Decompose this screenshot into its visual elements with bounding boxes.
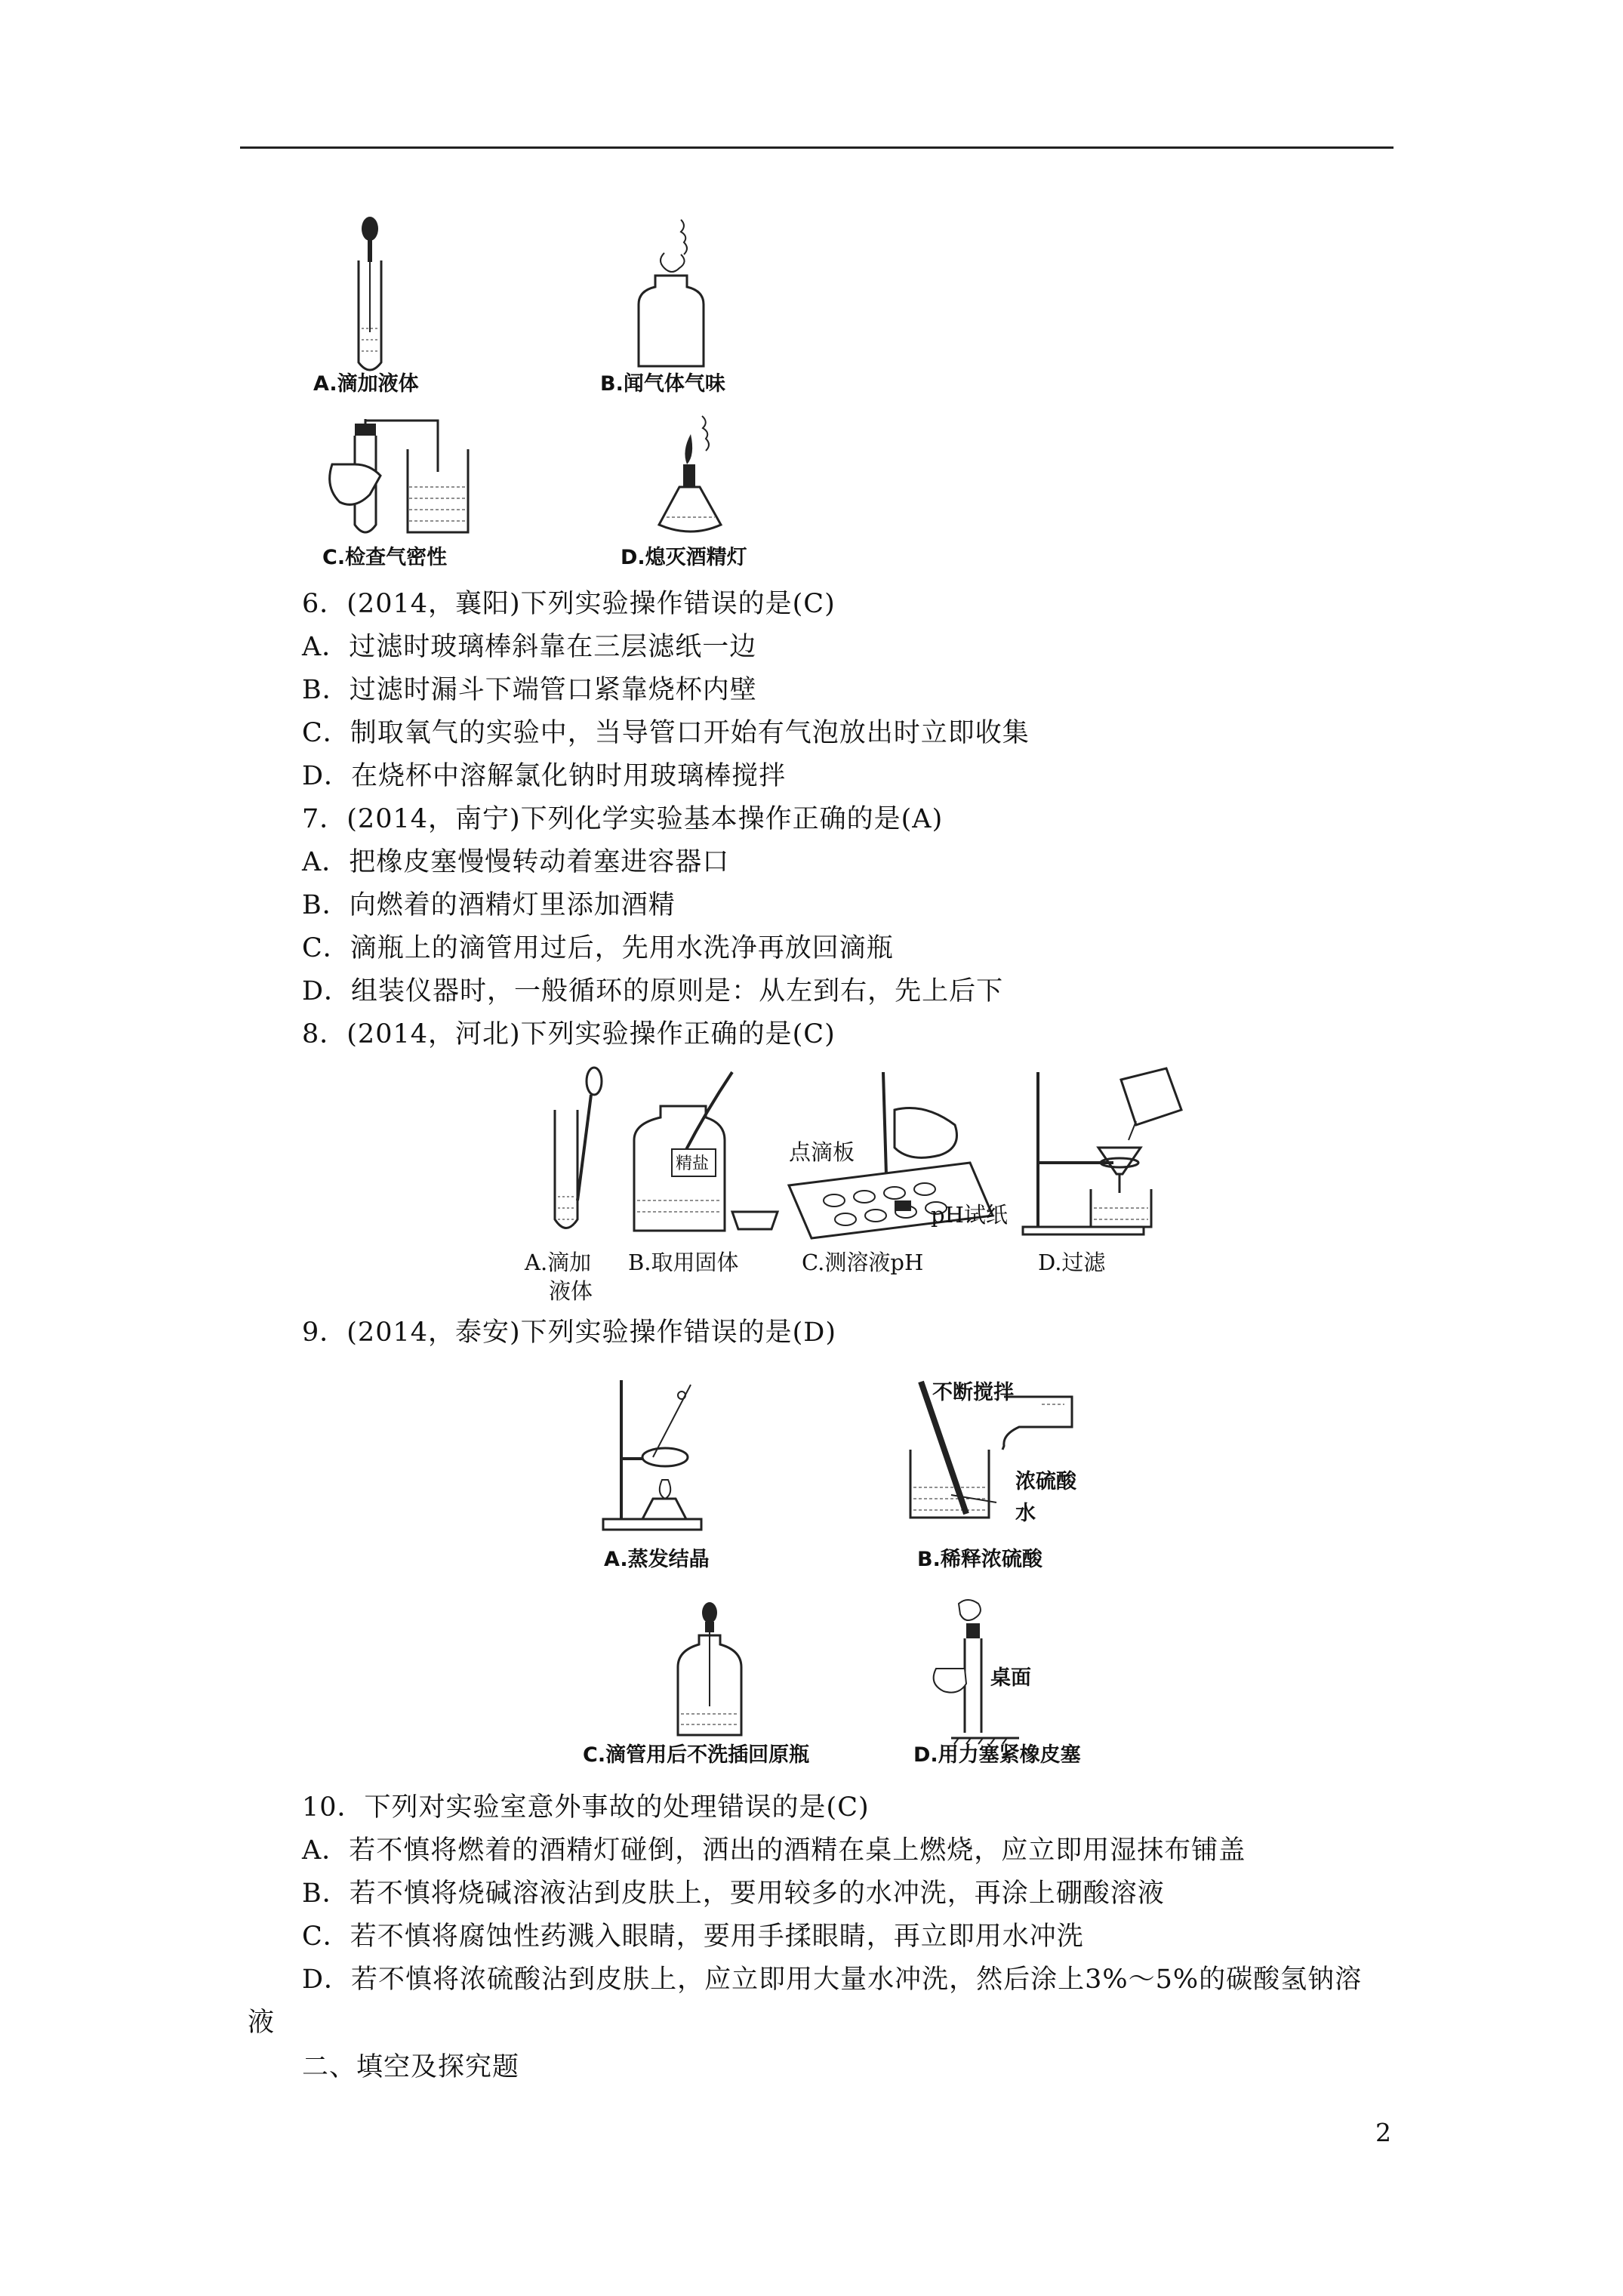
- ph-paper-label: pH试纸: [931, 1202, 1008, 1228]
- q9-caption-a: A.蒸发结晶: [604, 1548, 710, 1571]
- q8-caption-a: A.滴加: [525, 1250, 592, 1275]
- stir-label: 不断搅拌: [932, 1381, 1014, 1404]
- question-7-option-d: D．组装仪器时，一般循环的原则是：从左到右，先上后下: [302, 976, 1004, 1006]
- question-7-option-c: C．滴瓶上的滴管用过后，先用水洗净再放回滴瓶: [302, 933, 894, 963]
- figure-caption: B.闻气体气味: [600, 372, 725, 396]
- evaporation-figure: [600, 1374, 706, 1533]
- acid-label: 浓硫酸: [1015, 1470, 1076, 1493]
- q8-caption-c: C.测溶液pH: [802, 1250, 924, 1275]
- question-9-stem: 9．(2014，泰安)下列实验操作错误的是(D): [302, 1318, 837, 1348]
- question-7-option-b: B．向燃着的酒精灯里添加酒精: [302, 890, 676, 920]
- q9-caption-d: D.用力塞紧橡皮塞: [913, 1743, 1081, 1767]
- figure-caption: D.熄灭酒精灯: [621, 546, 747, 569]
- question-10-option-a: A．若不慎将燃着的酒精灯碰倒，洒出的酒精在桌上燃烧，应立即用湿抹布铺盖: [302, 1835, 1246, 1866]
- question-6-option-d: D．在烧杯中溶解氯化钠时用玻璃棒搅拌: [302, 761, 787, 791]
- question-6-option-b: B．过滤时漏斗下端管口紧靠烧杯内壁: [302, 675, 757, 705]
- q9-caption-c: C.滴管用后不洗插回原瓶: [583, 1743, 810, 1767]
- dropper-bottle-figure: [672, 1601, 747, 1740]
- question-10-option-d-continued: 液: [248, 2008, 276, 2038]
- question-10-option-d: D．若不慎将浓硫酸沾到皮肤上，应立即用大量水冲洗，然后涂上3%～5%的碳酸氢钠溶: [302, 1965, 1363, 1995]
- q8-filtration-figure: [1023, 1065, 1196, 1238]
- q9-caption-b: B.稀释浓硫酸: [917, 1548, 1042, 1571]
- question-10-option-b: B．若不慎将烧碱溶液沾到皮肤上，要用较多的水冲洗，再涂上硼酸溶液: [302, 1878, 1165, 1909]
- question-6-option-c: C．制取氧气的实验中，当导管口开始有气泡放出时立即收集: [302, 718, 1030, 748]
- table-label: 桌面: [990, 1666, 1031, 1690]
- page-number: 2: [1375, 2118, 1391, 2147]
- figure-caption: C.检查气密性: [322, 546, 448, 569]
- dropper-test-tube-figure: [343, 215, 396, 378]
- q8-solid-bottle-figure: [627, 1065, 793, 1238]
- question-8-stem: 8．(2014，河北)下列实验操作正确的是(C): [302, 1019, 836, 1049]
- q8-caption-a-2: 液体: [549, 1278, 593, 1304]
- question-7-stem: 7．(2014，南宁)下列化学实验基本操作正确的是(A): [302, 804, 944, 834]
- section-heading: 二、填空及探究题: [302, 2052, 520, 2082]
- q8-dropper-figure: [547, 1065, 615, 1238]
- question-7-option-a: A．把橡皮塞慢慢转动着塞进容器口: [302, 847, 730, 877]
- plate-label: 点滴板: [789, 1139, 855, 1165]
- header-rule: [240, 146, 1394, 149]
- question-10-stem: 10．下列对实验室意外事故的处理错误的是(C): [302, 1792, 870, 1823]
- q8-caption-d: D.过滤: [1038, 1250, 1106, 1275]
- airtightness-check-figure: [325, 419, 468, 540]
- smell-gas-bottle-figure: [634, 215, 725, 374]
- question-6-option-a: A．过滤时玻璃棒斜靠在三层滤纸一边: [302, 632, 757, 662]
- q8-caption-b: B.取用固体: [628, 1250, 739, 1275]
- question-6-stem: 6．(2014，襄阳)下列实验操作错误的是(C): [302, 589, 836, 619]
- salt-label: 精盐: [676, 1154, 710, 1173]
- question-10-option-c: C．若不慎将腐蚀性药溅入眼睛，要用手揉眼睛，再立即用水冲洗: [302, 1922, 1084, 1952]
- water-label: 水: [1015, 1502, 1036, 1525]
- figure-caption: A.滴加液体: [313, 372, 419, 396]
- blow-out-lamp-figure: [645, 411, 736, 540]
